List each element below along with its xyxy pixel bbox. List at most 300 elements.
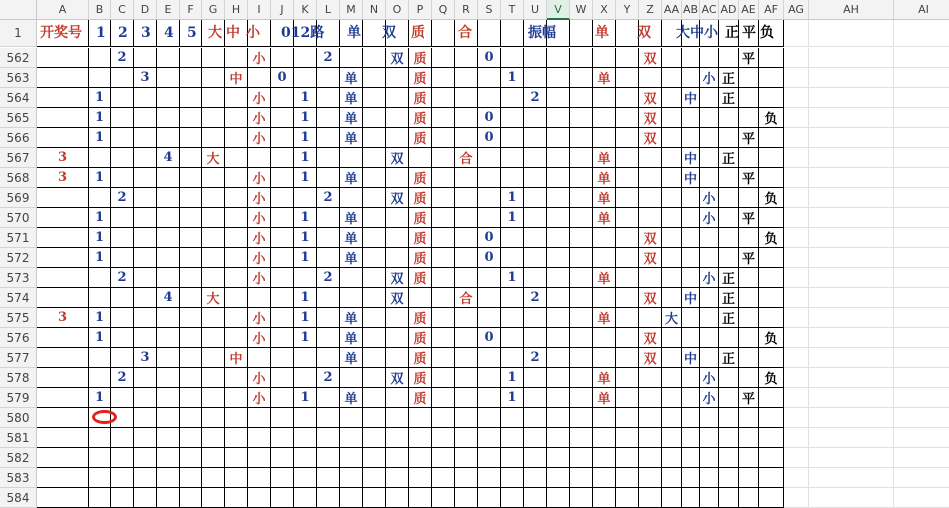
- cell-n[interactable]: [363, 408, 386, 428]
- cell-o[interactable]: [386, 388, 409, 408]
- header-cell-s[interactable]: [478, 20, 501, 47]
- cell-j[interactable]: [271, 348, 294, 368]
- cell-d[interactable]: [134, 108, 157, 128]
- cell-s[interactable]: [478, 408, 501, 428]
- cell-p[interactable]: 质: [409, 208, 432, 228]
- column-header-ad[interactable]: AD: [719, 0, 739, 20]
- cell-b[interactable]: 1: [89, 388, 111, 408]
- cell-b[interactable]: [89, 488, 111, 508]
- cell-c[interactable]: 2: [111, 368, 134, 388]
- cell-ae[interactable]: [739, 188, 759, 208]
- cell-j[interactable]: [271, 488, 294, 508]
- cell-q[interactable]: [432, 208, 455, 228]
- cell-y[interactable]: [616, 48, 639, 68]
- cell-ai[interactable]: [894, 468, 949, 488]
- cell-a[interactable]: [37, 388, 89, 408]
- cell-ab[interactable]: [682, 308, 700, 328]
- cell-v[interactable]: [547, 408, 570, 428]
- cell-n[interactable]: [363, 88, 386, 108]
- cell-w[interactable]: [570, 108, 593, 128]
- cell-e[interactable]: [157, 108, 180, 128]
- cell-ag[interactable]: [784, 228, 809, 248]
- cell-o[interactable]: 双: [386, 288, 409, 308]
- cell-i[interactable]: 小: [248, 368, 271, 388]
- cell-ae[interactable]: [739, 288, 759, 308]
- cell-l[interactable]: [317, 168, 340, 188]
- cell-j[interactable]: 0: [271, 68, 294, 88]
- cell-p[interactable]: [409, 408, 432, 428]
- cell-y[interactable]: [616, 448, 639, 468]
- cell-g[interactable]: [202, 188, 225, 208]
- cell-x[interactable]: 单: [593, 68, 616, 88]
- cell-ag[interactable]: [784, 88, 809, 108]
- cell-aa[interactable]: [662, 268, 682, 288]
- cell-a[interactable]: [37, 188, 89, 208]
- cell-f[interactable]: [180, 128, 202, 148]
- cell-w[interactable]: [570, 68, 593, 88]
- cell-j[interactable]: [271, 48, 294, 68]
- cell-m[interactable]: 单: [340, 228, 363, 248]
- cell-t[interactable]: [501, 168, 524, 188]
- cell-l[interactable]: [317, 228, 340, 248]
- cell-q[interactable]: [432, 228, 455, 248]
- cell-r[interactable]: [455, 268, 478, 288]
- cell-ag[interactable]: [784, 208, 809, 228]
- cell-h[interactable]: [225, 188, 248, 208]
- cell-q[interactable]: [432, 448, 455, 468]
- cell-v[interactable]: [547, 488, 570, 508]
- cell-ai[interactable]: [894, 188, 949, 208]
- cell-m[interactable]: 单: [340, 328, 363, 348]
- column-header-s[interactable]: S: [478, 0, 501, 20]
- cell-ab[interactable]: 中: [682, 168, 700, 188]
- cell-f[interactable]: [180, 188, 202, 208]
- cell-ag[interactable]: [784, 488, 809, 508]
- cell-g[interactable]: [202, 388, 225, 408]
- cell-ah[interactable]: [809, 468, 894, 488]
- cell-b[interactable]: [89, 68, 111, 88]
- cell-j[interactable]: [271, 308, 294, 328]
- cell-y[interactable]: [616, 368, 639, 388]
- cell-ag[interactable]: [784, 288, 809, 308]
- cell-b[interactable]: [89, 448, 111, 468]
- cell-ab[interactable]: [682, 408, 700, 428]
- cell-z[interactable]: [639, 308, 662, 328]
- cell-ac[interactable]: 小: [700, 388, 719, 408]
- cell-ac[interactable]: 小: [700, 368, 719, 388]
- cell-y[interactable]: [616, 188, 639, 208]
- cell-aa[interactable]: [662, 108, 682, 128]
- cell-ah[interactable]: [809, 348, 894, 368]
- cell-ab[interactable]: [682, 208, 700, 228]
- cell-x[interactable]: 单: [593, 168, 616, 188]
- cell-k[interactable]: [294, 488, 317, 508]
- cell-z[interactable]: [639, 148, 662, 168]
- cell-n[interactable]: [363, 188, 386, 208]
- cell-x[interactable]: 单: [593, 188, 616, 208]
- row-header[interactable]: 570: [0, 208, 37, 228]
- cell-m[interactable]: [340, 148, 363, 168]
- cell-x[interactable]: 单: [593, 268, 616, 288]
- cell-o[interactable]: [386, 68, 409, 88]
- cell-d[interactable]: [134, 328, 157, 348]
- cell-a[interactable]: [37, 428, 89, 448]
- cell-d[interactable]: [134, 368, 157, 388]
- cell-aa[interactable]: [662, 128, 682, 148]
- cell-b[interactable]: [89, 48, 111, 68]
- cell-f[interactable]: [180, 368, 202, 388]
- cell-c[interactable]: [111, 348, 134, 368]
- cell-h[interactable]: [225, 228, 248, 248]
- cell-ad[interactable]: [719, 448, 739, 468]
- cell-ad[interactable]: 正: [719, 88, 739, 108]
- cell-k[interactable]: 1: [294, 148, 317, 168]
- cell-ab[interactable]: [682, 188, 700, 208]
- cell-aa[interactable]: [662, 248, 682, 268]
- cell-t[interactable]: [501, 108, 524, 128]
- cell-h[interactable]: [225, 168, 248, 188]
- cell-y[interactable]: [616, 88, 639, 108]
- cell-g[interactable]: [202, 168, 225, 188]
- cell-v[interactable]: [547, 328, 570, 348]
- cell-p[interactable]: 质: [409, 388, 432, 408]
- cell-l[interactable]: [317, 308, 340, 328]
- cell-s[interactable]: [478, 268, 501, 288]
- cell-f[interactable]: [180, 428, 202, 448]
- cell-b[interactable]: [89, 188, 111, 208]
- cell-ai[interactable]: [894, 408, 949, 428]
- cell-ai[interactable]: [894, 328, 949, 348]
- cell-q[interactable]: [432, 108, 455, 128]
- row-header[interactable]: 564: [0, 88, 37, 108]
- column-header-h[interactable]: H: [225, 0, 248, 20]
- cell-e[interactable]: [157, 48, 180, 68]
- cell-ai[interactable]: [894, 308, 949, 328]
- cell-t[interactable]: [501, 428, 524, 448]
- cell-n[interactable]: [363, 368, 386, 388]
- cell-s[interactable]: 0: [478, 228, 501, 248]
- cell-k[interactable]: 1: [294, 108, 317, 128]
- cell-c[interactable]: [111, 428, 134, 448]
- column-header-aa[interactable]: AA: [662, 0, 682, 20]
- cell-aa[interactable]: [662, 48, 682, 68]
- cell-g[interactable]: [202, 268, 225, 288]
- cell-ad[interactable]: [719, 408, 739, 428]
- cell-x[interactable]: [593, 328, 616, 348]
- cell-aa[interactable]: [662, 368, 682, 388]
- cell-i[interactable]: 小: [248, 388, 271, 408]
- cell-o[interactable]: [386, 168, 409, 188]
- cell-b[interactable]: [89, 468, 111, 488]
- cell-y[interactable]: [616, 468, 639, 488]
- cell-ai[interactable]: [894, 488, 949, 508]
- cell-aa[interactable]: [662, 488, 682, 508]
- cell-ae[interactable]: [739, 428, 759, 448]
- cell-ac[interactable]: [700, 128, 719, 148]
- cell-ah[interactable]: [809, 108, 894, 128]
- cell-z[interactable]: 双: [639, 48, 662, 68]
- cell-ai[interactable]: [894, 108, 949, 128]
- cell-ah[interactable]: [809, 168, 894, 188]
- cell-t[interactable]: [501, 288, 524, 308]
- cell-l[interactable]: [317, 88, 340, 108]
- cell-e[interactable]: [157, 88, 180, 108]
- cell-ad[interactable]: [719, 368, 739, 388]
- cell-j[interactable]: [271, 408, 294, 428]
- cell-o[interactable]: [386, 208, 409, 228]
- cell-r[interactable]: [455, 48, 478, 68]
- cell-f[interactable]: [180, 48, 202, 68]
- cell-aa[interactable]: [662, 88, 682, 108]
- cell-p[interactable]: 质: [409, 88, 432, 108]
- cell-k[interactable]: [294, 188, 317, 208]
- cell-s[interactable]: [478, 348, 501, 368]
- cell-d[interactable]: [134, 168, 157, 188]
- cell-s[interactable]: [478, 88, 501, 108]
- cell-f[interactable]: [180, 488, 202, 508]
- cell-j[interactable]: [271, 268, 294, 288]
- cell-m[interactable]: [340, 408, 363, 428]
- cell-s[interactable]: [478, 448, 501, 468]
- cell-af[interactable]: [759, 388, 784, 408]
- cell-f[interactable]: [180, 348, 202, 368]
- cell-m[interactable]: [340, 288, 363, 308]
- cell-ae[interactable]: [739, 88, 759, 108]
- cell-af[interactable]: [759, 48, 784, 68]
- cell-n[interactable]: [363, 208, 386, 228]
- cell-d[interactable]: [134, 188, 157, 208]
- cell-e[interactable]: [157, 408, 180, 428]
- cell-ad[interactable]: [719, 328, 739, 348]
- cell-y[interactable]: [616, 488, 639, 508]
- cell-j[interactable]: [271, 208, 294, 228]
- cell-ad[interactable]: 正: [719, 308, 739, 328]
- cell-l[interactable]: 2: [317, 48, 340, 68]
- cell-s[interactable]: [478, 288, 501, 308]
- cell-y[interactable]: [616, 168, 639, 188]
- cell-t[interactable]: [501, 148, 524, 168]
- cell-g[interactable]: [202, 308, 225, 328]
- cell-d[interactable]: [134, 448, 157, 468]
- cell-g[interactable]: [202, 428, 225, 448]
- row-header[interactable]: 582: [0, 448, 37, 468]
- cell-d[interactable]: [134, 428, 157, 448]
- cell-w[interactable]: [570, 288, 593, 308]
- cell-q[interactable]: [432, 368, 455, 388]
- cell-g[interactable]: [202, 348, 225, 368]
- cell-e[interactable]: [157, 368, 180, 388]
- cell-m[interactable]: [340, 488, 363, 508]
- row-header[interactable]: 569: [0, 188, 37, 208]
- cell-u[interactable]: [524, 248, 547, 268]
- cell-o[interactable]: [386, 308, 409, 328]
- cell-af[interactable]: [759, 488, 784, 508]
- cell-z[interactable]: 双: [639, 88, 662, 108]
- cell-a[interactable]: [37, 68, 89, 88]
- cell-ae[interactable]: [739, 328, 759, 348]
- cell-t[interactable]: 1: [501, 268, 524, 288]
- cell-af[interactable]: [759, 268, 784, 288]
- cell-n[interactable]: [363, 428, 386, 448]
- cell-j[interactable]: [271, 248, 294, 268]
- cell-a[interactable]: [37, 288, 89, 308]
- cell-s[interactable]: 0: [478, 248, 501, 268]
- cell-w[interactable]: [570, 328, 593, 348]
- cell-ac[interactable]: [700, 428, 719, 448]
- cell-w[interactable]: [570, 348, 593, 368]
- cell-b[interactable]: 1: [89, 208, 111, 228]
- cell-i[interactable]: 小: [248, 168, 271, 188]
- cell-c[interactable]: [111, 328, 134, 348]
- cell-ai[interactable]: [894, 68, 949, 88]
- cell-t[interactable]: [501, 228, 524, 248]
- cell-af[interactable]: [759, 348, 784, 368]
- cell-j[interactable]: [271, 388, 294, 408]
- cell-o[interactable]: [386, 348, 409, 368]
- cell-n[interactable]: [363, 468, 386, 488]
- cell-ab[interactable]: [682, 268, 700, 288]
- cell-ag[interactable]: [784, 48, 809, 68]
- header-cell-y[interactable]: [616, 20, 639, 47]
- cell-r[interactable]: [455, 308, 478, 328]
- cell-aa[interactable]: [662, 188, 682, 208]
- cell-af[interactable]: [759, 208, 784, 228]
- cell-r[interactable]: [455, 208, 478, 228]
- cell-y[interactable]: [616, 128, 639, 148]
- cell-c[interactable]: [111, 308, 134, 328]
- row-header[interactable]: 580: [0, 408, 37, 428]
- cell-u[interactable]: [524, 488, 547, 508]
- cell-a[interactable]: [37, 408, 89, 428]
- cell-ai[interactable]: [894, 428, 949, 448]
- cell-m[interactable]: 单: [340, 248, 363, 268]
- cell-ah[interactable]: [809, 488, 894, 508]
- cell-a[interactable]: 3: [37, 168, 89, 188]
- column-header-t[interactable]: T: [501, 0, 524, 20]
- cell-v[interactable]: [547, 48, 570, 68]
- cell-r[interactable]: [455, 228, 478, 248]
- cell-u[interactable]: [524, 448, 547, 468]
- cell-v[interactable]: [547, 368, 570, 388]
- cell-ad[interactable]: 正: [719, 288, 739, 308]
- cell-ah[interactable]: [809, 368, 894, 388]
- cell-ae[interactable]: [739, 148, 759, 168]
- cell-o[interactable]: [386, 128, 409, 148]
- row-header-1[interactable]: 1: [0, 20, 37, 47]
- cell-v[interactable]: [547, 468, 570, 488]
- cell-n[interactable]: [363, 228, 386, 248]
- cell-a[interactable]: [37, 368, 89, 388]
- cell-z[interactable]: [639, 268, 662, 288]
- cell-l[interactable]: [317, 128, 340, 148]
- cell-h[interactable]: [225, 488, 248, 508]
- cell-e[interactable]: [157, 468, 180, 488]
- cell-af[interactable]: [759, 148, 784, 168]
- cell-ah[interactable]: [809, 288, 894, 308]
- cell-l[interactable]: [317, 388, 340, 408]
- cell-x[interactable]: [593, 288, 616, 308]
- cell-f[interactable]: [180, 268, 202, 288]
- cell-e[interactable]: [157, 228, 180, 248]
- cell-k[interactable]: [294, 268, 317, 288]
- cell-u[interactable]: [524, 368, 547, 388]
- cell-ac[interactable]: [700, 108, 719, 128]
- cell-ag[interactable]: [784, 368, 809, 388]
- cell-r[interactable]: [455, 348, 478, 368]
- cell-ad[interactable]: [719, 248, 739, 268]
- cell-u[interactable]: [524, 428, 547, 448]
- cell-v[interactable]: [547, 448, 570, 468]
- cell-s[interactable]: [478, 388, 501, 408]
- cell-e[interactable]: 4: [157, 148, 180, 168]
- cell-ah[interactable]: [809, 248, 894, 268]
- cell-v[interactable]: [547, 88, 570, 108]
- cell-n[interactable]: [363, 488, 386, 508]
- cell-k[interactable]: 1: [294, 228, 317, 248]
- cell-w[interactable]: [570, 268, 593, 288]
- cell-f[interactable]: [180, 448, 202, 468]
- cell-p[interactable]: [409, 288, 432, 308]
- cell-k[interactable]: 1: [294, 88, 317, 108]
- cell-b[interactable]: [89, 368, 111, 388]
- cell-ab[interactable]: [682, 468, 700, 488]
- cell-u[interactable]: [524, 468, 547, 488]
- row-header[interactable]: 578: [0, 368, 37, 388]
- cell-aa[interactable]: [662, 148, 682, 168]
- cell-ad[interactable]: [719, 108, 739, 128]
- row-header[interactable]: 573: [0, 268, 37, 288]
- cell-p[interactable]: 质: [409, 68, 432, 88]
- cell-g[interactable]: [202, 488, 225, 508]
- column-header-x[interactable]: X: [593, 0, 616, 20]
- cell-l[interactable]: [317, 328, 340, 348]
- cell-q[interactable]: [432, 468, 455, 488]
- cell-ac[interactable]: [700, 328, 719, 348]
- cell-z[interactable]: 双: [639, 228, 662, 248]
- cell-u[interactable]: [524, 268, 547, 288]
- cell-q[interactable]: [432, 288, 455, 308]
- cell-g[interactable]: [202, 128, 225, 148]
- cell-ab[interactable]: 中: [682, 288, 700, 308]
- column-header-w[interactable]: W: [570, 0, 593, 20]
- cell-x[interactable]: [593, 408, 616, 428]
- row-header[interactable]: 568: [0, 168, 37, 188]
- cell-a[interactable]: [37, 228, 89, 248]
- cell-z[interactable]: [639, 488, 662, 508]
- cell-k[interactable]: 1: [294, 308, 317, 328]
- cell-b[interactable]: [89, 288, 111, 308]
- column-header-o[interactable]: O: [386, 0, 409, 20]
- cell-ac[interactable]: [700, 288, 719, 308]
- cell-h[interactable]: 中: [225, 348, 248, 368]
- cell-m[interactable]: [340, 368, 363, 388]
- cell-ag[interactable]: [784, 188, 809, 208]
- cell-b[interactable]: 1: [89, 308, 111, 328]
- cell-e[interactable]: [157, 168, 180, 188]
- cell-c[interactable]: [111, 488, 134, 508]
- cell-u[interactable]: 2: [524, 348, 547, 368]
- cell-ad[interactable]: [719, 48, 739, 68]
- cell-w[interactable]: [570, 488, 593, 508]
- cell-af[interactable]: [759, 428, 784, 448]
- cell-x[interactable]: [593, 448, 616, 468]
- cell-f[interactable]: [180, 408, 202, 428]
- cell-b[interactable]: [89, 428, 111, 448]
- cell-a[interactable]: [37, 328, 89, 348]
- cell-u[interactable]: [524, 308, 547, 328]
- cell-p[interactable]: [409, 148, 432, 168]
- cell-ah[interactable]: [809, 388, 894, 408]
